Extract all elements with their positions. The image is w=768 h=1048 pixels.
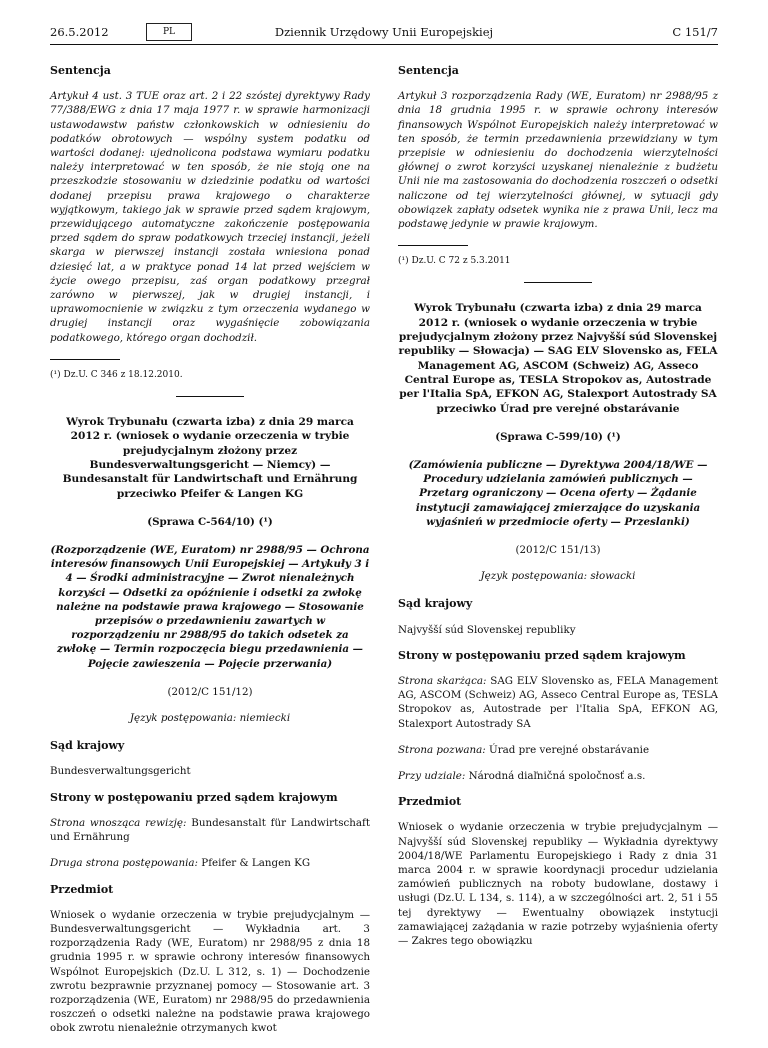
court-name: Najvyšší súd Slovenskej republiky: [398, 623, 576, 636]
party-value: Pfeifer & Langen KG: [201, 857, 311, 870]
language-badge: PL: [146, 23, 192, 41]
section-separator: [524, 282, 592, 283]
section-separator: [176, 396, 244, 397]
party-intervener: [398, 769, 718, 783]
case-subject: (Zamówienia publiczne — Dyrektywa 2004/18/WE — Procedury udzielania zamówień publicznych — Przetarg ograniczony — Ocena oferty — Żądanie instytucji zamawiającej zmierzające do uzyskania wyjaśnień w przedmiocie oferty — Przeslanki): [408, 459, 708, 528]
footnote-rule: [398, 245, 468, 246]
party-appellant: [50, 816, 370, 844]
case-subject: (Rozporządzenie (WE, Euratom) nr 2988/95 — Ochrona interesów finansowych Unii Europejskiej — Artykuły 3 i 4 — Środki administracyjne — Zwrot nienależnych korzyści — Odsetki za opóźnienie i odsetki za zwłokę należne na podstawie prawa krajowego — Stosowanie przepisów o przedawnieniu zawartych w rozporządzeniu nr 2988/95 do takich odsetek za zwłokę — Termin rozpoczęcia biegu przedawnienia — Pojęcie zawieszenia — Pojęcie przerwania): [50, 544, 370, 670]
case-title: Wyrok Trybunału (czwarta izba) z dnia 29 marca 2012 r. (wniosek o wydanie orzeczenia w trybie prejudycjalnym złożony przez Najvyšší súd Slovenskej republiky — Słowacja) — SAG ELV Slovensko as, FELA Management AG, ASCOM (Schweiz) AG, Asseco Central Europe as, TESLA Stropokov as, Autostrade per l'Italia SpA, EFKON AG, Stalexport Autostrady SA przeciwko Úrad pre verejné obstarávanie: [398, 302, 718, 415]
page-header: [50, 21, 718, 43]
case-number: (Sprawa C-564/10) (¹): [147, 515, 273, 528]
party-value: Úrad pre verejné obstarávanie: [489, 743, 650, 756]
procedure-language: Język postępowania: słowacki: [480, 570, 636, 583]
journal-title: Dziennik Urzędowy Unii Europejskiej: [274, 25, 494, 39]
heading-subject: Przedmiot: [398, 795, 462, 809]
sentencja-text: Artykuł 4 ust. 3 TUE oraz art. 2 i 22 szóstej dyrektywy Rady 77/388/EWG z dnia 17 maja 1977 r. w sprawie harmonizacji ustawodawstw państw członkowskich w odniesieniu do podatków obrotowych — wspólny system podatku od wartości dodanej: ujednolicona podstawa wymiaru podatku należy interpretować w ten sposób, że nie stoją one na przeszkodzie stosowaniu w dziedzinie podatku od wartości dodanej przepisu prawa krajowego o charakterze wyjątkowym, takiego jak w sprawie przed sądem krajowym, przewidującego automatyczne zakończenie postępowania przed sądem do spraw podatkowych trzeciej instancji, jeżeli skarga w pierwszej instancji została wniesiona ponad dziesięć lat, a w praktyce ponad 14 lat przed wejściem w życie owego przepisu, zaś organ podatkowy przegrał zarówno w pierwszej, jak w drugiej instancji, i uprawomocnienie w związku z tym orzeczenia wydanego w drugiej instancji oraz wygaśnięcie zobowiązania podatkowego, którego organ dochodził.: [50, 90, 370, 344]
procedure-language: Język postępowania: niemiecki: [129, 712, 291, 725]
subject-text: Wniosek o wydanie orzeczenia w trybie prejudycjalnym — Najvyšší súd Slovenskej republiky — Wykładnia dyrektywy 2004/18/WE Parlamentu Europejskiego i Rady z dnia 31 marca 2004 r. w sprawie koordynacji procedur udzielania zamówień publicznych na roboty budowlane, dostawy i usługi (Dz.U. L 134, s. 114), a w szczególności art. 2, 51 i 55 tej dyrektywy — Ewentualny obowiązek instytucji zamawiającej zażądania w razie potrzeby wyjaśnienia oferty — Zakres tego obowiązku: [398, 821, 718, 948]
page-reference: C 151/7: [672, 25, 718, 39]
footnote: (¹) Dz.U. C 72 z 5.3.2011: [398, 256, 511, 267]
heading-sentencja: Sentencja: [398, 64, 459, 77]
party-value: Národná diaľničná spoločnosť a.s.: [468, 770, 646, 783]
oj-reference: (2012/C 151/13): [515, 544, 601, 557]
party-label: Strona skarżąca:: [398, 675, 487, 688]
heading-court: Sąd krajowy: [398, 597, 473, 611]
header-date: 26.5.2012: [50, 25, 109, 39]
case-title: Wyrok Trybunału (czwarta izba) z dnia 29 marca 2012 r. (wniosek o wydanie orzeczenia w trybie prejudycjalnym złożony przez Bundesverwaltungsgericht — Niemcy) — Bundesanstalt für Landwirtschaft und Ernährung przeciwko Pfeifer & Langen KG: [62, 416, 358, 500]
party-applicant: [398, 674, 718, 731]
footnote: (¹) Dz.U. C 346 z 18.12.2010.: [50, 369, 183, 380]
party-value: Bundesanstalt für Landwirtschaft und Ernährung: [50, 816, 370, 844]
heading-parties: Strony w postępowaniu przed sądem krajowym: [50, 790, 338, 804]
party-value: SAG ELV Slovensko as, FELA Management AG, ASCOM (Schweiz) AG, Asseco Central Europe as, TESLA Stropokov as, Autostrade per l'Italia SpA, EFKON AG, Stalexport Autostrady SA: [398, 675, 718, 730]
party-label: Przy udziale:: [398, 770, 466, 783]
left-column: [50, 64, 370, 1048]
party-label: Strona pozwana:: [398, 743, 486, 756]
right-column: [398, 64, 718, 960]
party-label: Druga strona postępowania:: [50, 857, 198, 870]
party-label: Strona wnosząca rewizję:: [50, 816, 187, 829]
heading-subject: Przedmiot: [50, 882, 114, 896]
header-rule: [50, 44, 718, 45]
party-other: [50, 856, 370, 870]
heading-parties: Strony w postępowaniu przed sądem krajowym: [398, 648, 686, 662]
footnote-rule: [50, 359, 120, 360]
heading-court: Sąd krajowy: [50, 739, 125, 753]
heading-sentencja: Sentencja: [50, 64, 111, 77]
oj-reference: (2012/C 151/12): [167, 685, 253, 698]
party-defendant: [398, 743, 718, 757]
court-name: Bundesverwaltungsgericht: [50, 765, 191, 778]
sentencja-text: Artykuł 3 rozporządzenia Rady (WE, Euratom) nr 2988/95 z dnia 18 grudnia 1995 r. w sprawie ochrony interesów finansowych Wspólnot Europejskich należy interpretować w ten sposób, że termin przedawnienia przewidziany w tym przepisie w odniesieniu do dochodzenia wierzytelności głównej o zwrot korzyści uzyskanej nienależnie z budżetu Unii nie ma zastosowania do dochodzenia roszczeń o odsetki naliczone od tej wierzytelności głównej, w sytuacji gdy obowiązek zapłaty odsetek wynika nie z prawa Unii, lecz ma podstawę jedynie w prawie krajowym.: [398, 90, 718, 231]
case-number: (Sprawa C-599/10) (¹): [495, 430, 621, 443]
subject-text: Wniosek o wydanie orzeczenia w trybie prejudycjalnym — Bundesverwaltungsgericht — Wykładnia art. 3 rozporządzenia Rady (WE, Euratom) nr 2988/95 z dnia 18 grudnia 1995 r. w sprawie ochrony interesów finansowych Wspólnot Europejskich (Dz.U. L 312, s. 1) — Dochodzenie zwrotu bezprawnie przyznanej pomocy — Stosowanie art. 3 rozporządzenia (WE, Euratom) nr 2988/95 do przedawnienia roszczeń o odsetki należne na podstawie prawa krajowego obok zwrotu nienależnie otrzymanych kwot: [50, 908, 370, 1035]
